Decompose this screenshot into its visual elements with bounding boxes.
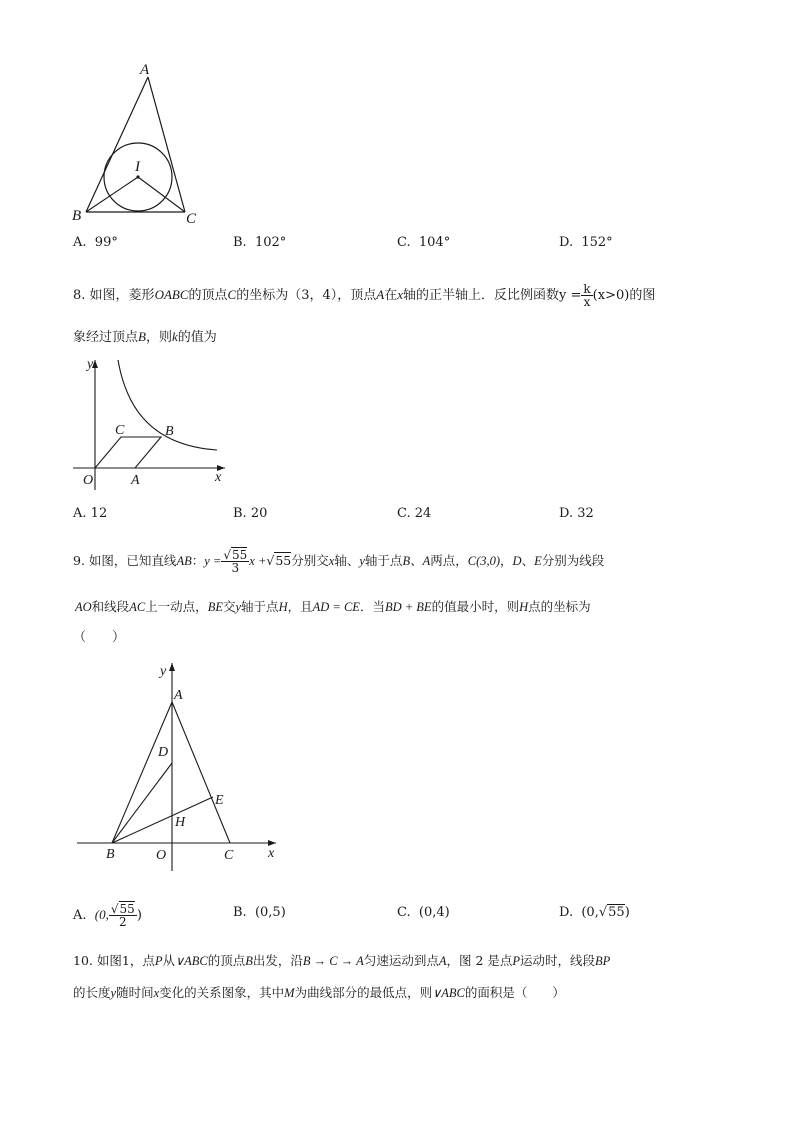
text: 从 <box>162 953 175 968</box>
math: B、A <box>402 554 431 568</box>
math: A <box>376 287 385 302</box>
q8-option-a <box>73 506 107 522</box>
option-letter: A. <box>73 506 87 521</box>
math: y <box>110 986 117 1000</box>
text: ，且 <box>287 599 313 614</box>
q8-rhombus <box>95 437 161 468</box>
denominator: 2 <box>119 915 127 929</box>
q7-option-a <box>73 235 118 251</box>
q9-figure <box>72 655 287 875</box>
option-text: (0,4) <box>418 905 450 920</box>
q9-label-y: y <box>160 664 167 679</box>
text: 轴、 <box>334 553 360 568</box>
text: 随时间 <box>116 985 154 1000</box>
q9-option-c <box>397 905 450 921</box>
q9-option-a <box>73 903 142 928</box>
text: ．当 <box>359 599 385 614</box>
math: D <box>512 554 522 568</box>
option-letter: B. <box>233 235 247 250</box>
option-text: 99° <box>94 235 118 250</box>
math: y = <box>559 288 582 303</box>
math: y = <box>204 554 222 568</box>
option-letter: D. <box>559 905 574 920</box>
math: k <box>171 329 178 344</box>
q7-option-c <box>397 235 450 251</box>
text: 运动时，线段 <box>520 953 596 968</box>
radicand: 55 <box>608 905 625 920</box>
q9-y-arrow <box>169 663 175 671</box>
math: P <box>154 954 163 968</box>
q9-label-h: H <box>175 815 186 830</box>
math: BP <box>595 954 611 968</box>
option-text: (0,5) <box>254 905 286 920</box>
q7-option-d <box>559 235 613 251</box>
q10-stem-line1 <box>73 953 610 969</box>
math: x <box>153 986 160 1000</box>
q9-answer-blank: （ ） <box>73 630 126 645</box>
text: 如图，菱形 <box>89 288 155 303</box>
q7-label-c: C <box>186 211 197 227</box>
fraction <box>221 549 249 574</box>
text: 轴于点 <box>241 599 279 614</box>
option-letter: B. <box>233 905 247 920</box>
numerator: k <box>583 282 591 296</box>
math: P <box>512 954 521 968</box>
option-text: 102° <box>254 235 287 250</box>
math: AO <box>75 600 92 614</box>
text: ： <box>191 553 205 568</box>
option-text: 20 <box>250 506 268 521</box>
fraction <box>581 283 592 308</box>
option-letter: D. <box>559 506 574 521</box>
fraction <box>109 903 137 928</box>
text: 、 <box>521 553 535 568</box>
math: BD + BE <box>384 600 432 614</box>
text: 的顶点 <box>188 288 228 303</box>
option-text: 152° <box>581 235 613 250</box>
q9-segment-bd <box>112 763 172 843</box>
q9-label-e: E <box>215 793 224 808</box>
option-letter: C. <box>397 506 411 521</box>
math: B <box>138 329 146 344</box>
text: 匀速运动到点 <box>363 953 439 968</box>
math: x <box>397 287 403 302</box>
q8-option-c <box>397 506 431 522</box>
q9-option-d: D. (0,√55) <box>559 905 630 920</box>
math: y <box>359 554 365 568</box>
option-letter: B. <box>233 506 247 521</box>
radicand: 55 <box>119 902 135 916</box>
numerator: √55 <box>223 548 248 562</box>
text: 的长度 <box>73 985 111 1000</box>
text: 如图1，点 <box>96 953 155 968</box>
math: x + <box>249 554 267 568</box>
q8-option-d <box>559 506 594 522</box>
text: 上一动点， <box>145 599 208 614</box>
denominator: x <box>583 295 591 309</box>
q7-option-b <box>233 235 286 251</box>
text: 轴于点 <box>364 553 403 568</box>
text: 出发，沿 <box>252 953 303 968</box>
option-text: 24 <box>414 506 432 521</box>
math: ) <box>624 905 630 920</box>
question-number: 9. <box>73 553 85 568</box>
text: 点的坐标为 <box>528 599 591 614</box>
math: C <box>227 287 237 302</box>
math: E <box>534 554 542 568</box>
q8-label-o: O <box>83 473 94 488</box>
q9-label-a: A <box>174 688 183 703</box>
text: 分别为线段 <box>541 553 605 568</box>
q8-stem-line2 <box>73 329 217 346</box>
option-letter: A. <box>73 235 87 250</box>
text: 在 <box>384 288 398 303</box>
q7-point-i <box>136 175 139 178</box>
text: 轴的正半轴上．反比例函数 <box>403 288 560 303</box>
option-text: 104° <box>418 235 451 250</box>
q9-label-b: B <box>106 847 115 862</box>
math: OABC <box>154 287 189 302</box>
math: A <box>438 954 447 968</box>
math: y <box>235 600 242 614</box>
q9-stem-line2 <box>75 599 591 615</box>
math: AC <box>129 600 146 614</box>
q9-label-d: D <box>158 745 169 760</box>
text: 的值为 <box>177 330 217 345</box>
math: B <box>245 954 253 968</box>
q8-figure <box>65 350 235 495</box>
text: 如图，已知直线 <box>88 553 177 568</box>
math: (x>0) <box>592 288 630 303</box>
q8-stem-line1 <box>73 283 655 308</box>
text: 的面积是（ ） <box>464 985 565 1000</box>
math: ∨ABC <box>432 986 465 1000</box>
q9-label-x: x <box>268 846 275 861</box>
math: (0, <box>94 907 109 922</box>
text: 两点， <box>430 553 468 568</box>
text: 的值最小时，则 <box>431 599 520 614</box>
math: H <box>278 600 288 614</box>
text: 的坐标为（3，4），顶点 <box>236 288 377 303</box>
radicand: 55 <box>232 548 248 562</box>
question-number: 10. <box>73 953 93 968</box>
math: ∨ABC <box>174 954 208 968</box>
q9-label-o: O <box>156 848 167 863</box>
option-letter: D. <box>559 235 574 250</box>
numerator: √55 <box>110 902 135 916</box>
math: (0, <box>581 905 599 920</box>
q10-stem-line2 <box>73 985 565 1001</box>
q7-label-i: I <box>135 159 140 175</box>
option-text: 32 <box>577 506 594 521</box>
math: BE <box>207 600 223 614</box>
q9-label-c: C <box>224 848 234 863</box>
option-letter: C. <box>397 905 411 920</box>
math: AD = CE <box>312 600 360 614</box>
q9-stem-line1: 9. 如图，已知直线AB：y = $\frac{√55}{3}$ x +√55分别交x轴、y轴于点B、A两点，C(3,0)，D、E分别为线段 <box>73 548 605 575</box>
q7-label-b: B <box>72 208 82 224</box>
denominator: 3 <box>231 561 240 575</box>
radicand: 55 <box>275 553 292 568</box>
text: 和线段 <box>91 599 130 614</box>
math: AB <box>176 554 192 568</box>
math: M <box>284 986 295 1000</box>
text: 象经过顶点 <box>73 330 139 345</box>
math: H <box>519 600 529 614</box>
math: ) <box>136 908 142 923</box>
text: 的顶点 <box>207 953 246 968</box>
math: C(3,0) <box>467 554 501 568</box>
math: x <box>328 554 335 568</box>
q7-segment-ic <box>138 177 185 212</box>
question-number: 8. <box>73 288 86 303</box>
text: 交 <box>222 599 236 614</box>
math: B → C → A <box>302 954 364 968</box>
q9-side-ab <box>112 702 172 843</box>
q8-label-y: y <box>87 357 94 372</box>
text: 的图 <box>629 288 656 303</box>
q9-option-b <box>233 905 286 921</box>
text: 为曲线部分的最低点，则 <box>294 985 433 1000</box>
q8-option-b <box>233 506 267 522</box>
q7-label-a: A <box>140 62 150 78</box>
q9-segment-be <box>112 797 213 843</box>
q7-side-ac <box>148 77 185 212</box>
option-text: 12 <box>90 506 108 521</box>
text: 分别交 <box>291 553 329 568</box>
q8-label-b: B <box>165 424 174 439</box>
q7-figure <box>60 55 220 230</box>
text: ，则 <box>145 330 172 345</box>
option-letter: A. <box>73 908 87 923</box>
text: ，图 2 是点 <box>446 953 513 968</box>
text: ， <box>500 553 513 568</box>
q8-label-c: C <box>115 423 125 438</box>
option-letter: C. <box>397 235 411 250</box>
text: 变化的关系图象，其中 <box>159 985 285 1000</box>
q8-label-x: x <box>215 470 222 485</box>
q8-label-a: A <box>131 473 140 488</box>
